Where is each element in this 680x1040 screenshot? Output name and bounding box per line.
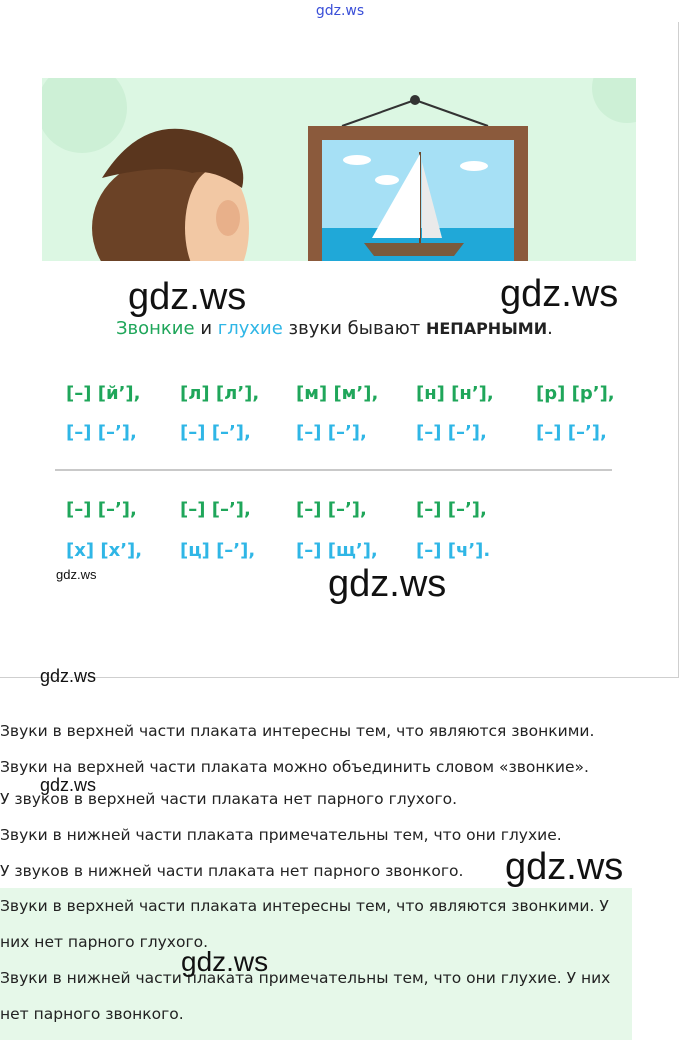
answer-line: нет парного звонкого. [0, 1005, 184, 1023]
answer-line: Звуки в нижней части плаката примечательны тем, что они глухие. [0, 826, 562, 844]
sound-cell: [–] [–’], [416, 422, 487, 443]
sound-cell: [–] [щ’], [296, 540, 378, 561]
sound-cell: [н] [н’], [416, 383, 494, 404]
sound-cell: [–] [–’], [536, 422, 607, 443]
sound-cell: [л] [л’], [180, 383, 260, 404]
answer-line: Звуки на верхней части плаката можно объединить словом «звонкие». [0, 758, 589, 776]
watermark: gdz.ws [181, 946, 269, 977]
sound-cell: [–] [й’], [66, 383, 141, 404]
poster-headline [116, 318, 553, 339]
sound-cell: [ц] [–’], [180, 540, 256, 561]
headline-caps: НЕПАРНЫМИ [425, 319, 548, 338]
sound-cell: [х] [х’], [66, 540, 143, 561]
sound-cell: [–] [–’], [296, 499, 367, 520]
answer-highlighted [0, 888, 640, 1032]
headline-and: и [200, 318, 213, 339]
watermark: gdz.ws [128, 276, 247, 318]
answer-line: Звуки в верхней части плаката интересны тем, что являются звонкими. [0, 722, 595, 740]
watermark: gdz.ws [328, 563, 447, 605]
boy-and-sailboat-picture-icon [42, 78, 636, 261]
answer-line: У звуков в нижней части плаката нет парного звонкого. [0, 862, 464, 880]
headline-middle: звуки бывают [288, 318, 421, 339]
sound-cell: [–] [–’], [416, 499, 487, 520]
sound-cell: [–] [ч’]. [416, 540, 491, 561]
answer-line: У звуков в верхней части плаката нет парного глухого. [0, 790, 458, 808]
headline-voiced: Звонкие [116, 318, 195, 339]
poster-illustration [42, 78, 636, 261]
answer-line: Звуки в верхней части плаката интересны тем, что являются звонкими. У [0, 897, 609, 915]
sound-cell: [–] [–’], [180, 499, 251, 520]
watermark: gdz.ws [505, 846, 624, 888]
answer-line: Звуки в нижней части плаката примечательны тем, что они глухие. У них [0, 969, 611, 987]
sound-cell: [–] [–’], [66, 499, 137, 520]
watermark: gdz.ws [56, 567, 97, 582]
sound-cell: [–] [–’], [180, 422, 251, 443]
watermark: gdz.ws [40, 666, 97, 686]
sound-cell: [м] [м’], [296, 383, 379, 404]
sound-cell: [р] [р’], [536, 383, 615, 404]
watermark: gdz.ws [500, 273, 619, 315]
headline-end: . [547, 318, 553, 339]
sound-cell: [–] [–’], [66, 422, 137, 443]
sound-cell: [–] [–’], [296, 422, 367, 443]
answer-line: них нет парного глухого. [0, 933, 209, 951]
poster-divider [55, 469, 612, 471]
site-link[interactable]: gdz.ws [315, 3, 365, 19]
headline-voiceless: глухие [217, 318, 283, 339]
watermark: gdz.ws [40, 775, 97, 795]
